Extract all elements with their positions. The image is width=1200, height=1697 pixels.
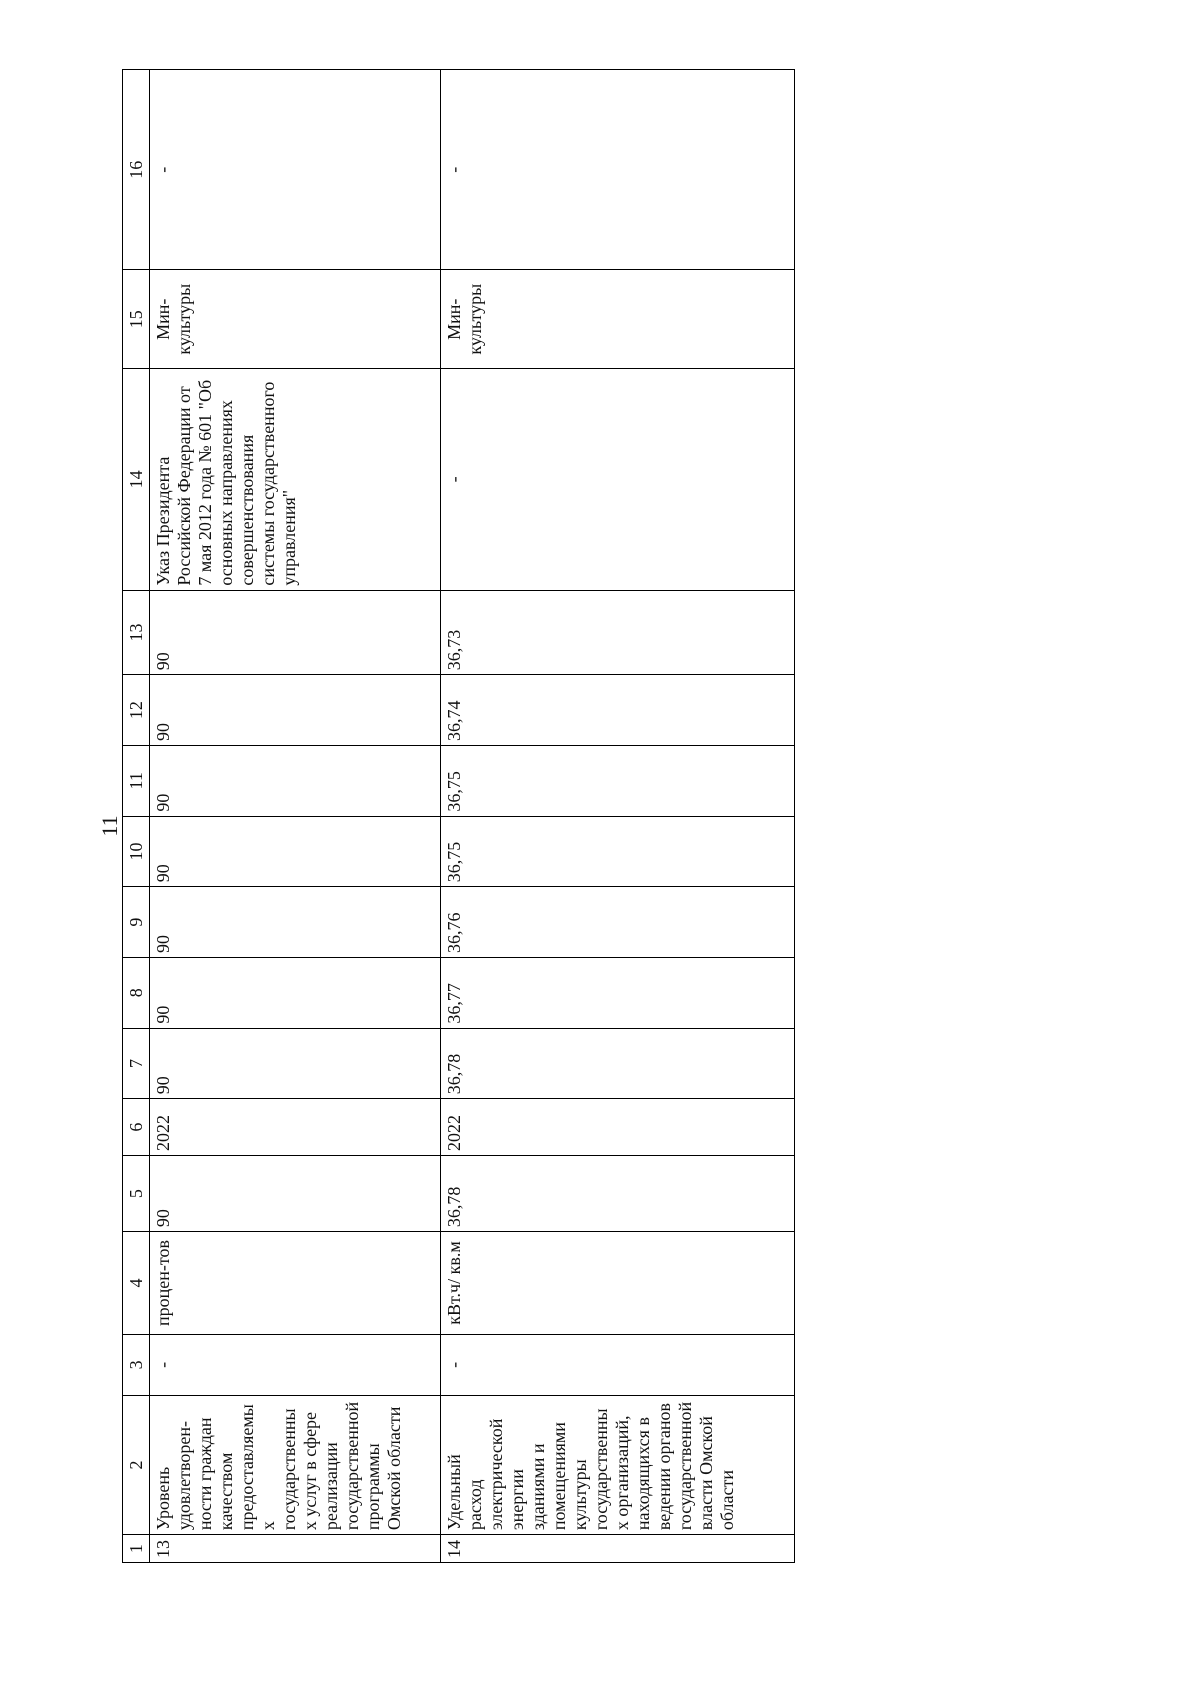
table-cell: 90 <box>150 675 441 746</box>
col-number-3: 3 <box>123 1334 150 1395</box>
responsible-cell: Мин-культуры <box>441 270 795 369</box>
table-cell: - <box>150 70 441 270</box>
table-cell: - <box>150 1334 441 1395</box>
row-number-cell: 13 <box>150 1535 441 1563</box>
page-number: 11 <box>97 815 122 837</box>
table-cell: 2022 <box>150 1099 441 1156</box>
table-cell: 36,78 <box>441 1028 795 1099</box>
table-cell: - <box>441 70 795 270</box>
col-number-5: 5 <box>123 1156 150 1232</box>
col-number-10: 10 <box>123 816 150 887</box>
indicator-name-cell: Удельный расход электрической энергии зданиями и помещениями культуры государственных организаций, находящихся в ведении органов государственной власти Омской области <box>441 1395 795 1534</box>
table-cell: 36,75 <box>441 816 795 887</box>
table-cell: 90 <box>150 590 441 675</box>
col-number-2: 2 <box>123 1395 150 1534</box>
table-cell: 36,75 <box>441 745 795 816</box>
table-cell: 90 <box>150 1156 441 1232</box>
table-cell: 90 <box>150 957 441 1028</box>
table-cell: 36,78 <box>441 1156 795 1232</box>
col-number-16: 16 <box>123 70 150 270</box>
table-cell: 36,73 <box>441 590 795 675</box>
unit-cell: процен-тов <box>150 1232 441 1335</box>
col-number-4: 4 <box>123 1232 150 1335</box>
indicator-name-cell: Уровень удовлетворен-ности граждан качеством предоставляемых государственных услуг в сфере реализации государственной программы Омской области <box>150 1395 441 1534</box>
table-cell: 90 <box>150 745 441 816</box>
table-cell: 90 <box>150 816 441 887</box>
responsible-cell: Мин-культуры <box>150 270 441 369</box>
unit-cell: кВт.ч/ кв.м <box>441 1232 795 1335</box>
col-number-14: 14 <box>123 368 150 590</box>
col-number-7: 7 <box>123 1028 150 1099</box>
legal-basis-cell: - <box>441 368 795 590</box>
col-number-15: 15 <box>123 270 150 369</box>
col-number-9: 9 <box>123 887 150 958</box>
column-number-row <box>123 70 150 1563</box>
table-cell: - <box>441 1334 795 1395</box>
col-number-13: 13 <box>123 590 150 675</box>
col-number-12: 12 <box>123 675 150 746</box>
col-number-11: 11 <box>123 745 150 816</box>
col-number-8: 8 <box>123 957 150 1028</box>
table-cell: 90 <box>150 1028 441 1099</box>
table-cell: 2022 <box>441 1099 795 1156</box>
table-cell: 36,76 <box>441 887 795 958</box>
col-number-6: 6 <box>123 1099 150 1156</box>
table-cell: 90 <box>150 887 441 958</box>
indicator-table-wrap <box>122 69 804 1563</box>
table-row <box>150 70 441 1563</box>
table-cell: 36,74 <box>441 675 795 746</box>
row-number-cell: 14 <box>441 1535 795 1563</box>
table-cell: 36,77 <box>441 957 795 1028</box>
legal-basis-cell: Указ Президента Российской Федерации от 7 мая 2012 года № 601 "Об основных направлениях совершенствования системы государственного управления" <box>150 368 441 590</box>
indicator-table <box>122 69 795 1563</box>
col-number-1: 1 <box>123 1535 150 1563</box>
table-row <box>441 70 795 1563</box>
